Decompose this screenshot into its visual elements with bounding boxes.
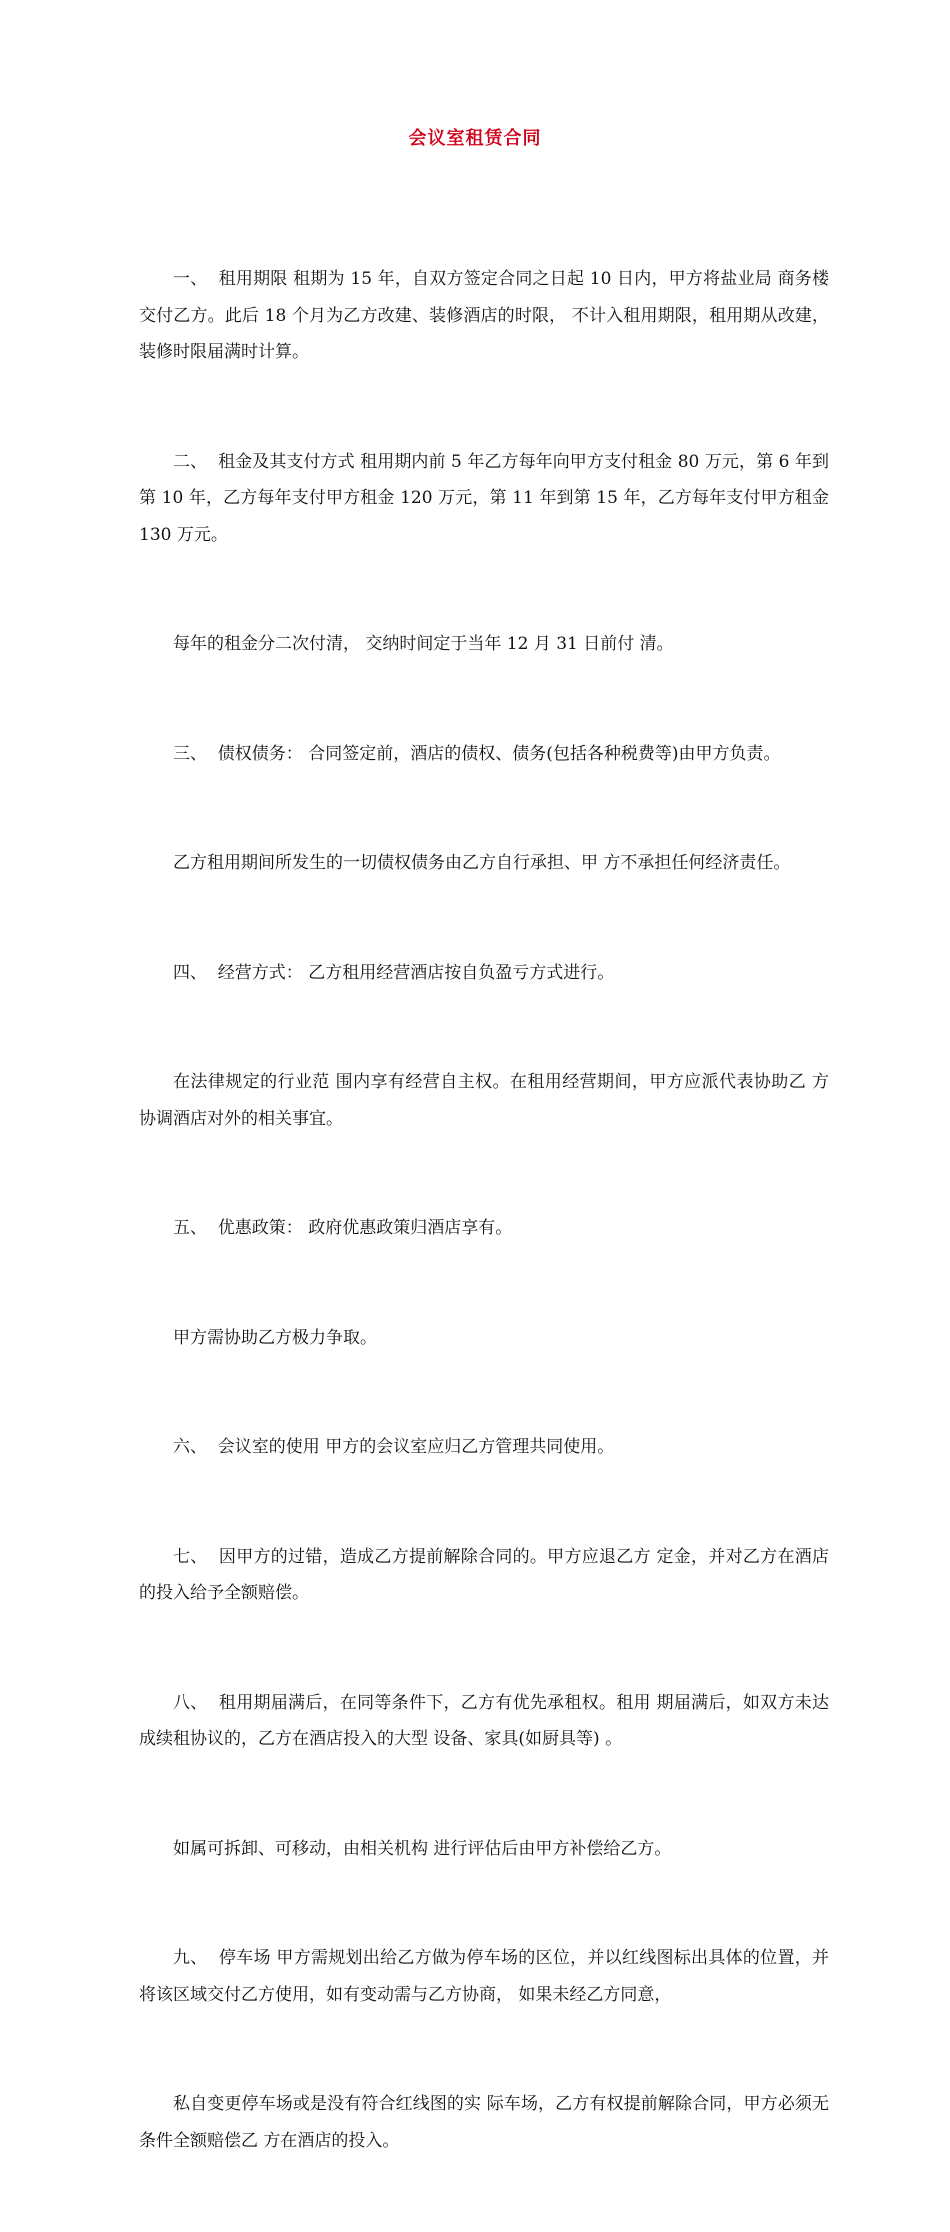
paragraph: 二、 租金及其支付方式 租用期内前 5 年乙方每年向甲方支付租金 80 万元，第 6 年到 第 10 年，乙方每年支付甲方租金 120 万元，第 11 年到第 15 年，乙方每年支付甲方租金 130 万元。: [139, 451, 835, 545]
paragraph: 三、 债权债务： 合同签定前，酒店的债权、债务(包括各种税费等)由甲方负责。: [173, 743, 781, 764]
paragraph: 六、 会议室的使用 甲方的会议室应归乙方管理共同使用。: [173, 1437, 615, 1457]
paragraph: 一、 租用期限 租期为 15 年，自双方签定合同之日起 10 日内，甲方将盐业局 商务楼交付乙方。此后 18 个月为乙方改建、装修酒店的时限， 不计入租用期限，租用期从改建，装修时限届满时计算。: [139, 269, 829, 362]
paragraph: 五、 优惠政策： 政府优惠政策归酒店享有。: [173, 1218, 513, 1238]
paragraph: 甲方需协助乙方极力争取。: [173, 1327, 377, 1348]
paragraph: 乙方租用期间所发生的一切债权债务由乙方自行承担、甲 方不承担任何经济责任。: [173, 853, 791, 873]
paragraph: 七、 因甲方的过错，造成乙方提前解除合同的。甲方应退乙方 定金，并对乙方在酒店的投入给予全额赔偿。: [139, 1546, 829, 1603]
document-title: 会议室租赁合同: [408, 128, 542, 149]
paragraph: 九、 停车场 甲方需规划出给乙方做为停车场的区位，并以红线图标出具体的位置，并将该区域交付乙方使用，如有变动需与乙方协商， 如果未经乙方同意，: [139, 1948, 829, 2005]
document-body: [139, 188, 835, 2232]
paragraph: 在法律规定的行业范 围内享有经营自主权。在租用经营期间，甲方应派代表协助乙 方协调酒店对外的相关事宜。: [139, 1072, 829, 1129]
paragraph: 每年的租金分二次付清， 交纳时间定于当年 12 月 31 日前付 清。: [173, 634, 674, 654]
paragraph: 如属可拆卸、可移动，由相关机构 进行评估后由甲方补偿给乙方。: [173, 1838, 672, 1859]
paragraph: 八、 租用期届满后，在同等条件下，乙方有优先承租权。租用 期届满后，如双方未达成续租协议的，乙方在酒店投入的大型 设备、家具(如厨具等) 。: [139, 1692, 829, 1749]
paragraph: 四、 经营方式： 乙方租用经营酒店按自负盈亏方式进行。: [173, 962, 615, 983]
paragraph: 私自变更停车场或是没有符合红线图的实 际车场，乙方有权提前解除合同，甲方必须无条件全额赔偿乙 方在酒店的投入。: [139, 2094, 829, 2151]
